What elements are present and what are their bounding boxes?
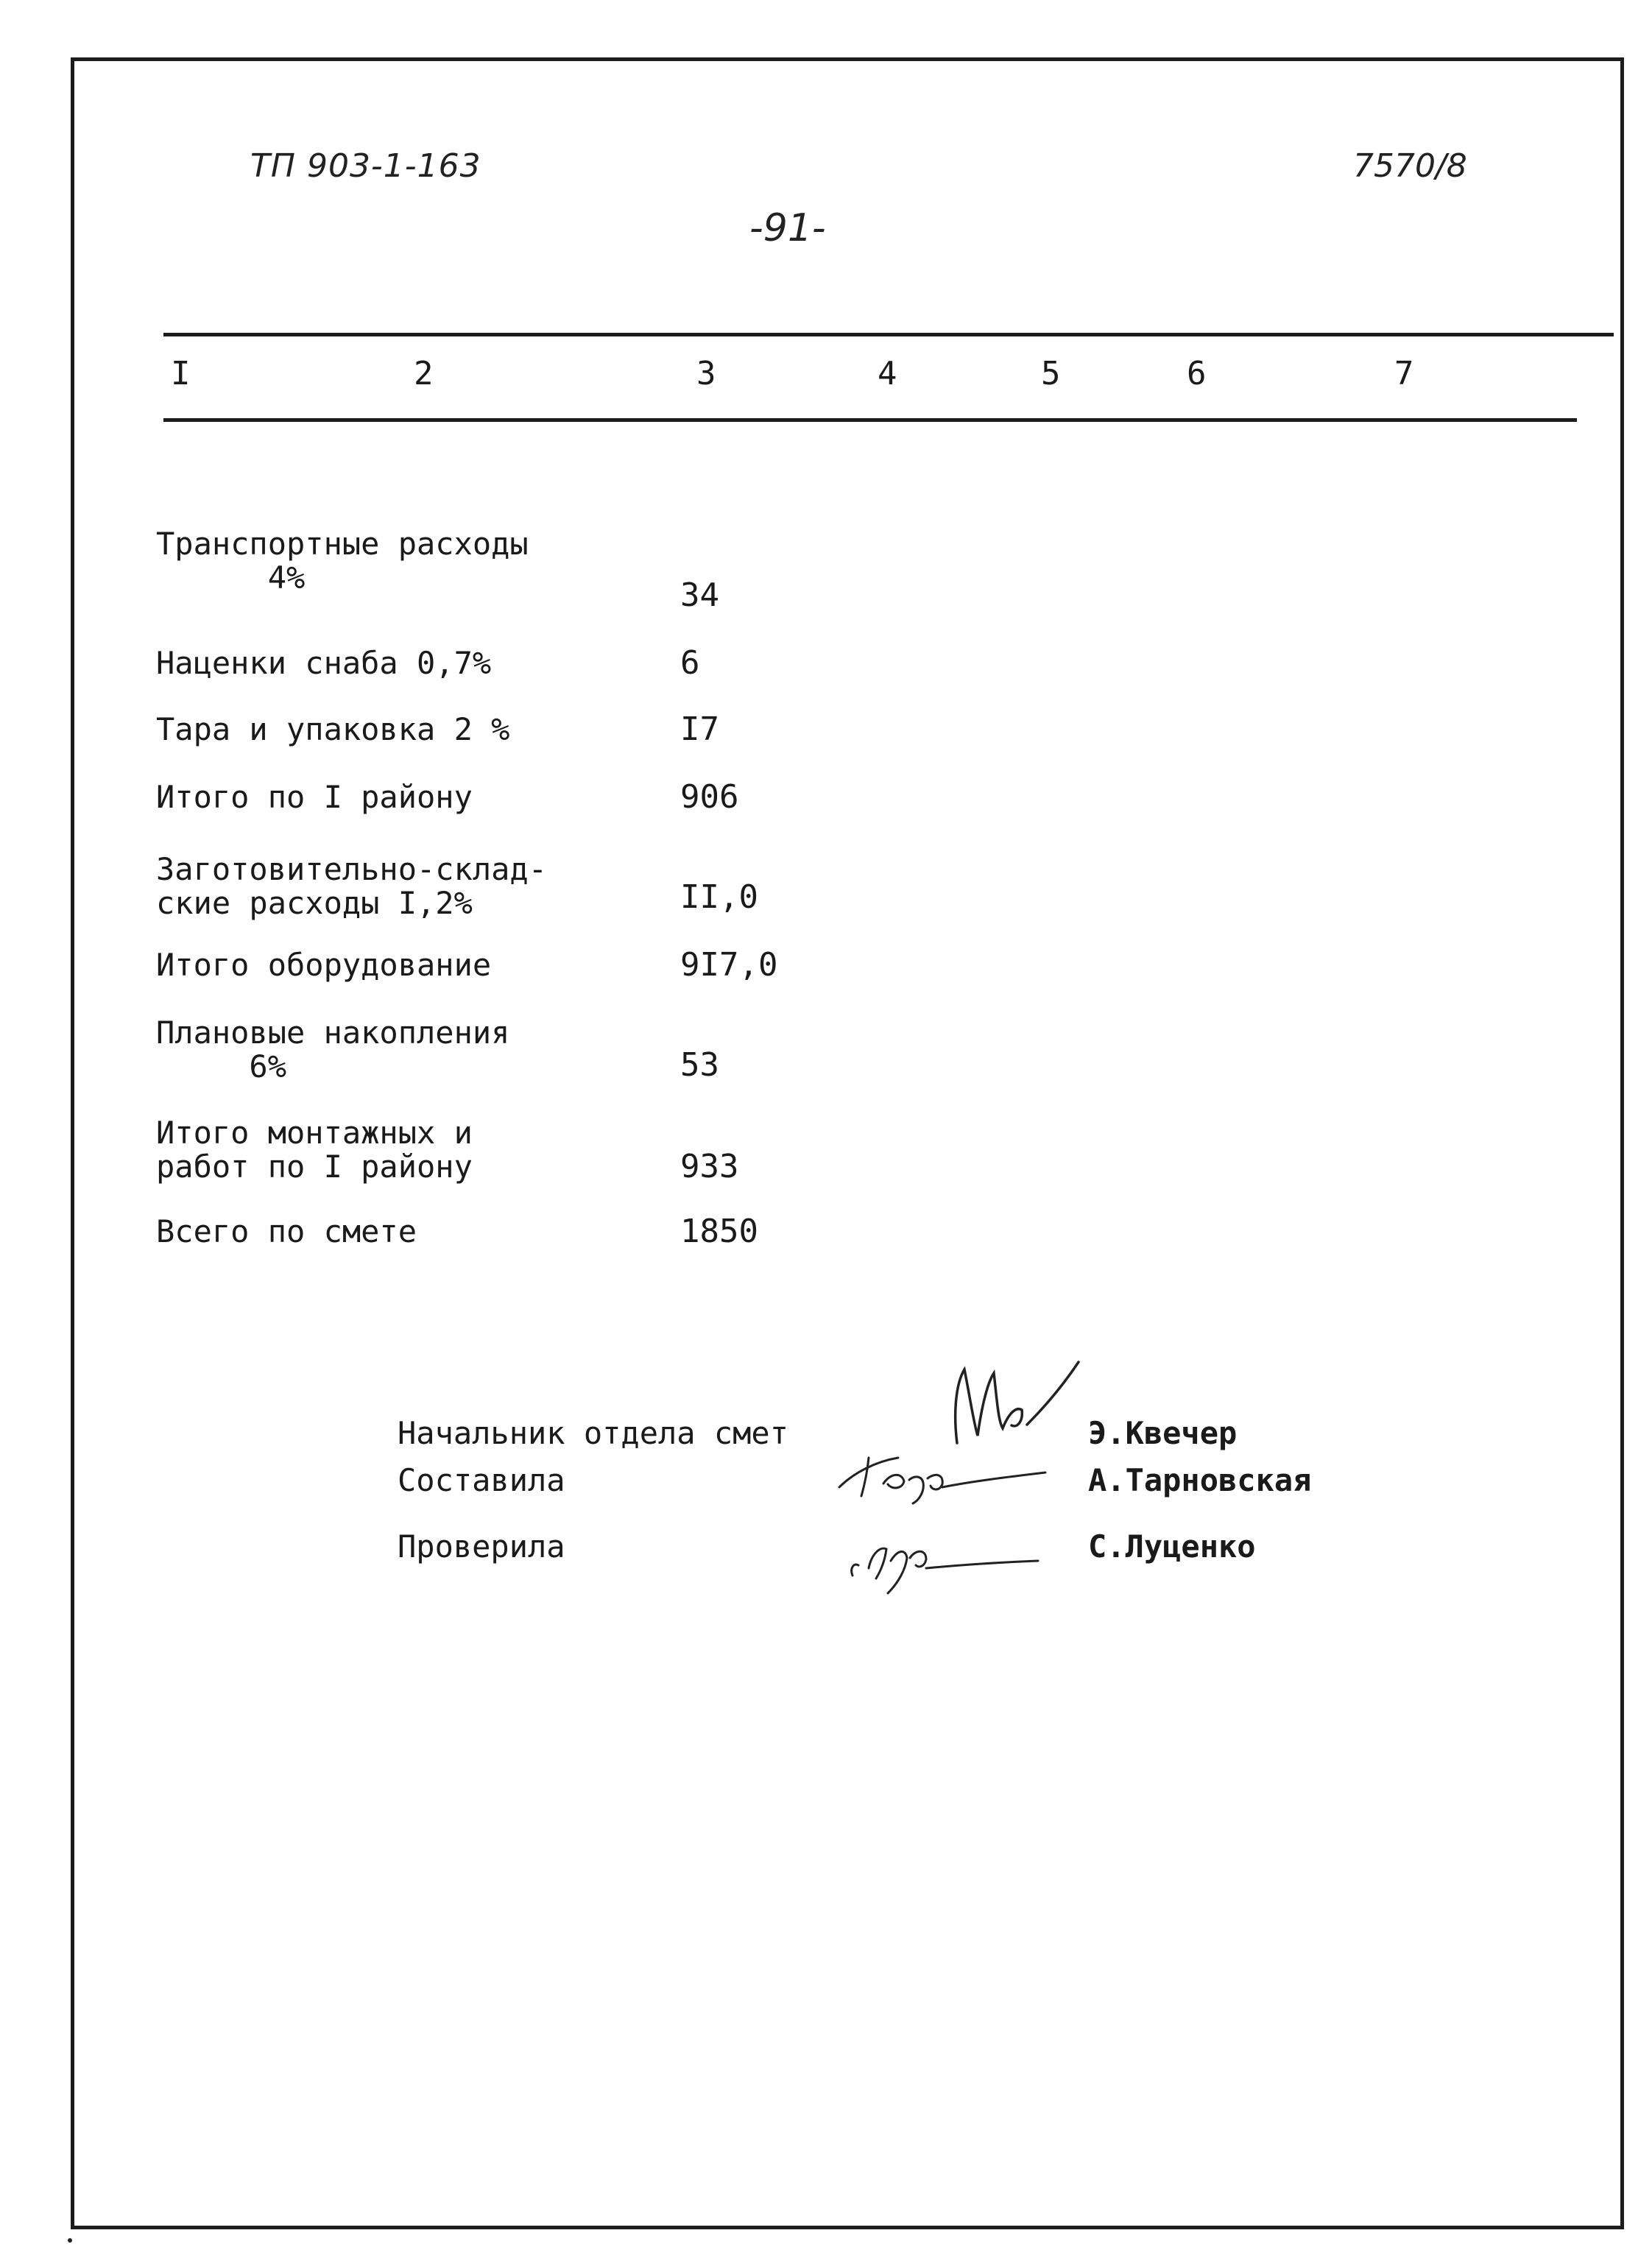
row-value-installation-total: 933: [680, 1148, 739, 1185]
column-number-4: 4: [878, 355, 897, 392]
row-value-transport: 34: [680, 576, 719, 614]
table-header-top-rule: [163, 333, 1614, 336]
page-number: -91-: [749, 206, 826, 250]
column-number-7: 7: [1394, 355, 1414, 392]
row-label-installation-total: Итого монтажных и работ по I району: [156, 1115, 473, 1185]
column-number-3: 3: [696, 355, 716, 392]
table-header-bottom-rule: [163, 418, 1577, 422]
row-label-planned-savings: Плановые накопления 6%: [156, 1015, 510, 1084]
signature-role-head: Начальник отдела смет: [398, 1415, 789, 1451]
row-label-grand-total: Всего по смете: [156, 1213, 417, 1249]
row-value-grand-total: 1850: [680, 1213, 758, 1250]
column-number-2: 2: [414, 355, 434, 392]
row-value-equipment-total: 9I7,0: [680, 946, 778, 984]
column-number-5: 5: [1041, 355, 1061, 392]
handwritten-signature-compiled: [832, 1443, 1053, 1509]
column-number-1: I: [171, 355, 191, 392]
column-number-6: 6: [1187, 355, 1207, 392]
signature-name-head: Э.Квечер: [1088, 1415, 1238, 1451]
row-value-warehouse: II,0: [680, 878, 758, 916]
document-code: ТП 903-1-163: [250, 147, 481, 185]
row-label-warehouse: Заготовительно-склад- ские расходы I,2%: [156, 851, 548, 921]
row-label-supply-markup: Наценки снаба 0,7%: [156, 645, 492, 681]
handwritten-signature-checked: [839, 1517, 1045, 1598]
row-label-district-total: Итого по I району: [156, 779, 473, 815]
signature-role-compiled: Составила: [398, 1462, 565, 1498]
row-label-equipment-total: Итого оборудование: [156, 947, 492, 983]
signature-name-compiled: А.Тарновская: [1088, 1462, 1312, 1498]
corner-mark: [68, 2238, 72, 2243]
row-value-district-total: 906: [680, 778, 739, 816]
row-label-packaging: Тара и упаковка 2 %: [156, 711, 510, 747]
signature-name-checked: С.Луценко: [1088, 1528, 1256, 1565]
row-value-packaging: I7: [680, 710, 719, 748]
sheet-number: 7570/8: [1353, 147, 1467, 185]
row-value-planned-savings: 53: [680, 1046, 719, 1084]
row-label-transport: Транспортные расходы 4%: [156, 526, 529, 596]
row-value-supply-markup: 6: [680, 644, 700, 682]
signature-role-checked: Проверила: [398, 1528, 565, 1565]
